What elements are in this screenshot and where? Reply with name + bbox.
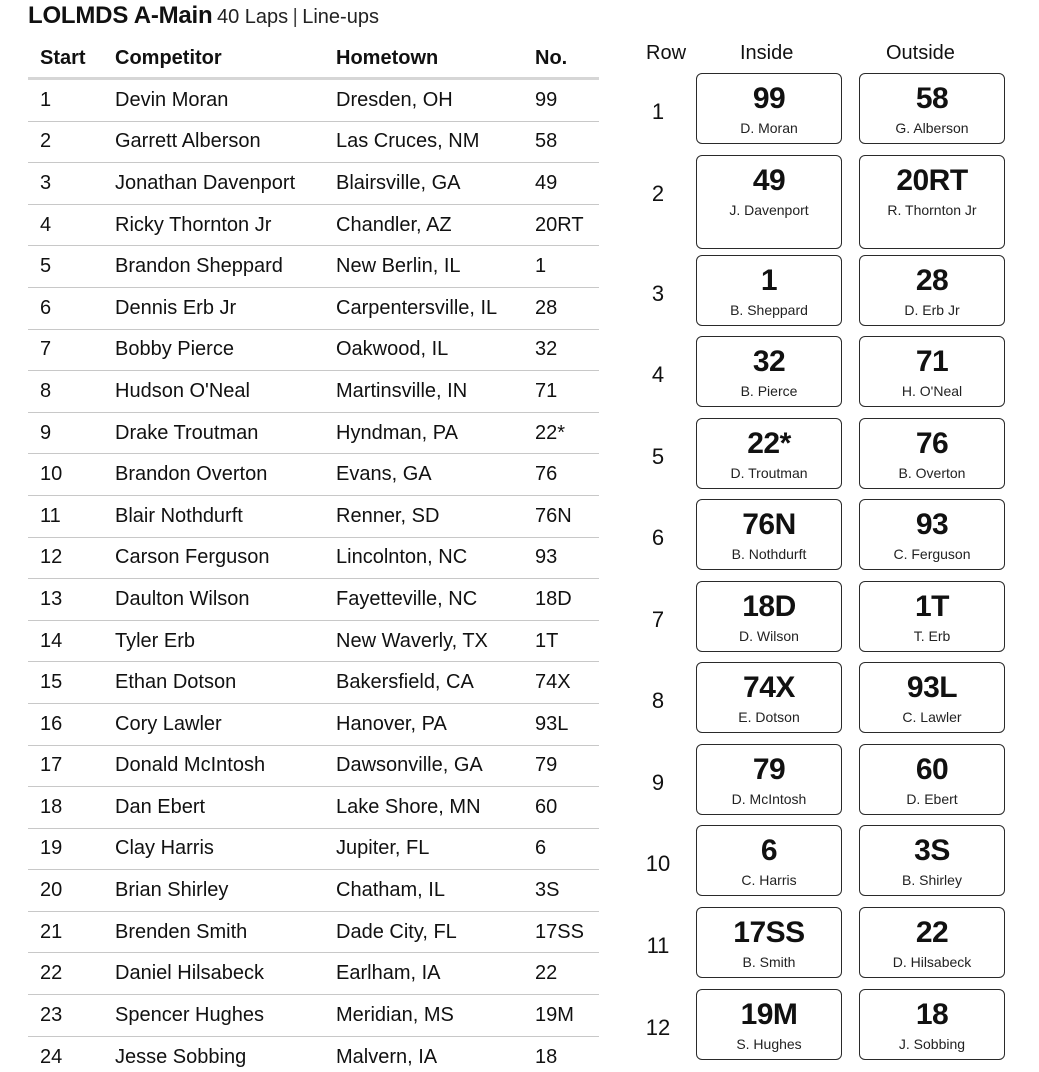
inside-car-box xyxy=(696,155,842,249)
hometown: Oakwood, IL xyxy=(336,338,449,361)
car-number: 1 xyxy=(760,264,778,297)
car-number: 93 xyxy=(535,546,558,569)
page-title xyxy=(28,2,379,32)
outside-car-box xyxy=(859,907,1005,978)
outside-car-box xyxy=(859,989,1005,1060)
start-position: 12 xyxy=(40,546,63,569)
start-position: 8 xyxy=(40,379,52,402)
car-number: 1 xyxy=(535,255,547,278)
table-row xyxy=(28,205,599,247)
grid-row-number: 6 xyxy=(651,525,665,550)
car-number: 18D xyxy=(742,590,796,623)
grid-row xyxy=(640,744,1010,815)
car-number: 74X xyxy=(535,671,571,694)
start-position: 6 xyxy=(40,296,52,319)
table-row xyxy=(28,1037,599,1072)
grid-row xyxy=(640,499,1010,570)
competitor-name: Brandon Overton xyxy=(115,463,268,486)
hometown: Jupiter, FL xyxy=(336,837,430,860)
start-position: 17 xyxy=(40,754,63,777)
title-separator: | xyxy=(292,6,298,28)
outside-car-box xyxy=(859,581,1005,652)
start-position: 20 xyxy=(40,879,63,902)
inside-car-box xyxy=(696,581,842,652)
competitor-name: Devin Moran xyxy=(115,88,229,111)
grid-header-outside: Outside xyxy=(886,42,955,64)
competitor-name: Brian Shirley xyxy=(115,879,229,902)
car-number: 76 xyxy=(535,463,558,486)
car-number: 76 xyxy=(915,427,949,460)
start-position: 9 xyxy=(40,421,52,444)
grid-row-number: 5 xyxy=(651,444,665,469)
table-row xyxy=(28,870,599,912)
competitor-name: Jesse Sobbing xyxy=(115,1045,247,1068)
grid-row xyxy=(640,418,1010,489)
car-number: 71 xyxy=(535,379,558,402)
car-number: 6 xyxy=(535,837,547,860)
grid-row-number: 1 xyxy=(651,99,665,124)
table-row xyxy=(28,288,599,330)
car-number: 19M xyxy=(740,998,798,1031)
inside-car-box xyxy=(696,744,842,815)
start-position: 22 xyxy=(40,962,63,985)
hometown: Meridian, MS xyxy=(336,1003,454,1026)
competitor-name: Daniel Hilsabeck xyxy=(115,962,264,985)
car-number: 79 xyxy=(535,754,558,777)
grid-row-number: 8 xyxy=(651,688,665,713)
car-number: 6 xyxy=(760,834,778,867)
hometown: Malvern, IA xyxy=(336,1045,438,1068)
car-number: 93L xyxy=(906,671,958,704)
inside-car-box xyxy=(696,73,842,144)
competitor-name: Dan Ebert xyxy=(115,795,206,818)
start-position: 1 xyxy=(40,88,52,111)
hometown: Chandler, AZ xyxy=(336,213,452,236)
column-header-hometown: Hometown xyxy=(336,47,439,69)
grid-row xyxy=(640,581,1010,652)
driver-name: C. Ferguson xyxy=(893,546,971,562)
table-row xyxy=(28,746,599,788)
table-row xyxy=(28,371,599,413)
start-position: 3 xyxy=(40,171,52,194)
driver-name: E. Dotson xyxy=(738,709,800,725)
car-number: 17SS xyxy=(535,920,584,943)
car-number: 1T xyxy=(914,590,949,623)
grid-row-number: 3 xyxy=(651,281,665,306)
table-row xyxy=(28,829,599,871)
hometown: Blairsville, GA xyxy=(336,171,461,194)
outside-car-box xyxy=(859,255,1005,326)
section-label: Line-ups xyxy=(302,6,379,28)
hometown: Lake Shore, MN xyxy=(336,795,481,818)
table-row xyxy=(28,662,599,704)
hometown: Carpentersville, IL xyxy=(336,296,498,319)
competitor-name: Daulton Wilson xyxy=(115,587,250,610)
car-number: 17SS xyxy=(733,916,805,949)
start-position: 23 xyxy=(40,1003,63,1026)
hometown: Lincolnton, NC xyxy=(336,546,468,569)
inside-car-box xyxy=(696,907,842,978)
inside-car-box xyxy=(696,662,842,733)
car-number: 49 xyxy=(535,171,558,194)
hometown: Hyndman, PA xyxy=(336,421,458,444)
start-position: 16 xyxy=(40,712,63,735)
outside-car-box xyxy=(859,499,1005,570)
grid-row-number: 2 xyxy=(651,181,665,206)
driver-name: D. Moran xyxy=(740,120,798,136)
table-row xyxy=(28,496,599,538)
outside-car-box xyxy=(859,662,1005,733)
car-number: 93 xyxy=(915,508,949,541)
driver-name: B. Nothdurft xyxy=(731,546,807,562)
competitor-name: Jonathan Davenport xyxy=(115,171,296,194)
start-position: 19 xyxy=(40,837,63,860)
car-number: 76N xyxy=(535,504,572,527)
start-position: 10 xyxy=(40,463,63,486)
table-row xyxy=(28,621,599,663)
driver-name: D. Troutman xyxy=(730,465,808,481)
grid-row-number: 9 xyxy=(651,770,665,795)
grid-row xyxy=(640,73,1010,144)
table-row xyxy=(28,330,599,372)
hometown: Earlham, IA xyxy=(336,962,441,985)
table-row xyxy=(28,122,599,164)
grid-row xyxy=(640,255,1010,326)
inside-car-box xyxy=(696,499,842,570)
outside-car-box xyxy=(859,744,1005,815)
car-number: 32 xyxy=(535,338,558,361)
hometown: Dawsonville, GA xyxy=(336,754,483,777)
driver-name: B. Sheppard xyxy=(730,302,808,318)
car-number: 93L xyxy=(535,712,569,735)
table-row xyxy=(28,80,599,122)
start-position: 24 xyxy=(40,1045,63,1068)
table-row xyxy=(28,995,599,1037)
competitor-name: Spencer Hughes xyxy=(115,1003,264,1026)
grid-row-number: 7 xyxy=(651,607,665,632)
competitor-name: Garrett Alberson xyxy=(115,130,261,153)
start-position: 4 xyxy=(40,213,52,236)
competitor-name: Hudson O'Neal xyxy=(115,379,250,402)
car-number: 28 xyxy=(915,264,949,297)
column-header-competitor: Competitor xyxy=(115,47,222,69)
competitor-name: Carson Ferguson xyxy=(115,546,270,569)
inside-car-box xyxy=(696,418,842,489)
car-number: 71 xyxy=(915,345,949,378)
hometown: New Berlin, IL xyxy=(336,255,461,278)
hometown: Chatham, IL xyxy=(336,879,445,902)
table-row xyxy=(28,787,599,829)
outside-car-box xyxy=(859,155,1005,249)
start-position: 14 xyxy=(40,629,63,652)
grid-row-number: 10 xyxy=(645,851,671,876)
driver-name: B. Smith xyxy=(742,954,796,970)
grid-row xyxy=(640,825,1010,896)
car-number: 22* xyxy=(535,421,566,444)
table-row xyxy=(28,413,599,455)
competitor-name: Bobby Pierce xyxy=(115,338,234,361)
column-header-number: No. xyxy=(535,47,568,69)
car-number: 79 xyxy=(752,753,786,786)
start-position: 7 xyxy=(40,338,52,361)
laps-label: 40 Laps xyxy=(216,6,289,28)
start-position: 11 xyxy=(40,504,61,527)
car-number: 32 xyxy=(752,345,786,378)
grid-row xyxy=(640,989,1010,1060)
column-header-start: Start xyxy=(40,47,86,69)
driver-name: D. Ebert xyxy=(906,791,958,807)
competitor-name: Donald McIntosh xyxy=(115,754,266,777)
grid-row-number: 12 xyxy=(645,1015,671,1040)
outside-car-box xyxy=(859,73,1005,144)
driver-name: B. Overton xyxy=(898,465,966,481)
start-position: 5 xyxy=(40,255,52,278)
car-number: 20RT xyxy=(535,213,584,236)
driver-name: H. O'Neal xyxy=(901,383,963,399)
grid-row xyxy=(640,907,1010,978)
car-number: 20RT xyxy=(896,164,968,197)
driver-name: S. Hughes xyxy=(736,1036,802,1052)
grid-row-number: 11 xyxy=(646,933,670,958)
outside-car-box xyxy=(859,336,1005,407)
hometown: Dade City, FL xyxy=(336,920,457,943)
table-row xyxy=(28,246,599,288)
start-position: 2 xyxy=(40,130,52,153)
hometown: Bakersfield, CA xyxy=(336,671,474,694)
hometown: Hanover, PA xyxy=(336,712,447,735)
grid-row xyxy=(640,336,1010,407)
driver-name: C. Lawler xyxy=(902,709,962,725)
car-number: 76N xyxy=(742,508,796,541)
grid-header-row: Row xyxy=(646,42,687,64)
competitor-name: Drake Troutman xyxy=(115,421,259,444)
inside-car-box xyxy=(696,989,842,1060)
inside-car-box xyxy=(696,825,842,896)
car-number: 18D xyxy=(535,587,572,610)
driver-name: R. Thornton Jr xyxy=(887,202,977,218)
grid-header-inside: Inside xyxy=(740,42,794,64)
table-body xyxy=(28,80,599,1072)
driver-name: J. Davenport xyxy=(729,202,809,218)
car-number: 19M xyxy=(535,1003,574,1026)
driver-name: D. Wilson xyxy=(739,628,799,644)
hometown: New Waverly, TX xyxy=(336,629,488,652)
table-row xyxy=(28,704,599,746)
driver-name: D. Hilsabeck xyxy=(892,954,972,970)
competitor-name: Dennis Erb Jr xyxy=(115,296,237,319)
competitor-name: Tyler Erb xyxy=(115,629,196,652)
start-position: 15 xyxy=(40,671,63,694)
hometown: Dresden, OH xyxy=(336,88,453,111)
car-number: 3S xyxy=(914,834,950,867)
table-row xyxy=(28,579,599,621)
driver-name: C. Harris xyxy=(741,872,797,888)
start-position: 18 xyxy=(40,795,63,818)
table-row xyxy=(28,538,599,580)
car-number: 1T xyxy=(535,629,559,652)
hometown: Las Cruces, NM xyxy=(336,130,480,153)
start-position: 13 xyxy=(40,587,63,610)
car-number: 18 xyxy=(915,998,949,1031)
car-number: 18 xyxy=(535,1045,558,1068)
competitor-name: Clay Harris xyxy=(115,837,214,860)
outside-car-box xyxy=(859,418,1005,489)
start-position: 21 xyxy=(40,920,63,943)
grid-row-number: 4 xyxy=(651,362,665,387)
car-number: 28 xyxy=(535,296,558,319)
car-number: 58 xyxy=(535,130,558,153)
car-number: 22* xyxy=(747,427,791,460)
outside-car-box xyxy=(859,825,1005,896)
hometown: Martinsville, IN xyxy=(336,379,468,402)
competitor-name: Cory Lawler xyxy=(115,712,222,735)
table-row xyxy=(28,163,599,205)
table-header xyxy=(28,40,599,80)
car-number: 99 xyxy=(535,88,558,111)
table-row xyxy=(28,953,599,995)
car-number: 3S xyxy=(535,879,560,902)
competitor-name: Brandon Sheppard xyxy=(115,255,283,278)
grid-row xyxy=(640,662,1010,733)
table-row xyxy=(28,454,599,496)
hometown: Fayetteville, NC xyxy=(336,587,478,610)
driver-name: B. Pierce xyxy=(740,383,798,399)
event-title: LOLMDS A-Main xyxy=(28,2,213,29)
driver-name: J. Sobbing xyxy=(898,1036,966,1052)
driver-name: D. McIntosh xyxy=(731,791,807,807)
competitor-name: Ricky Thornton Jr xyxy=(115,213,272,236)
lineup-table xyxy=(28,40,599,1072)
grid-row xyxy=(640,155,1010,249)
hometown: Renner, SD xyxy=(336,504,440,527)
inside-car-box xyxy=(696,255,842,326)
car-number: 49 xyxy=(752,164,786,197)
driver-name: B. Shirley xyxy=(902,872,962,888)
car-number: 22 xyxy=(915,916,949,949)
competitor-name: Brenden Smith xyxy=(115,920,248,943)
car-number: 74X xyxy=(743,671,795,704)
car-number: 99 xyxy=(752,82,786,115)
table-row xyxy=(28,912,599,954)
competitor-name: Blair Nothdurft xyxy=(115,504,243,527)
car-number: 60 xyxy=(915,753,949,786)
car-number: 58 xyxy=(915,82,949,115)
inside-car-box xyxy=(696,336,842,407)
car-number: 22 xyxy=(535,962,558,985)
hometown: Evans, GA xyxy=(336,463,432,486)
driver-name: G. Alberson xyxy=(895,120,969,136)
driver-name: D. Erb Jr xyxy=(904,302,960,318)
driver-name: T. Erb xyxy=(913,628,951,644)
car-number: 60 xyxy=(535,795,558,818)
competitor-name: Ethan Dotson xyxy=(115,671,237,694)
